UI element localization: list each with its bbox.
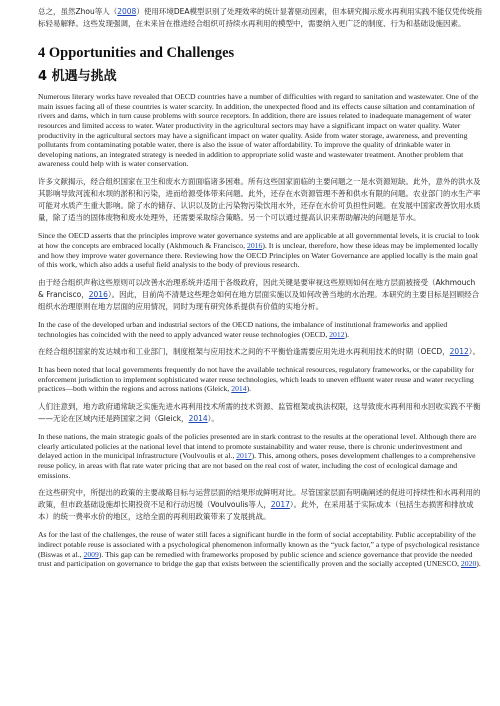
citation-link[interactable]: 2017 xyxy=(236,451,252,461)
intro-paragraph-cn xyxy=(38,6,482,30)
citation-link[interactable]: 2016 xyxy=(88,289,108,299)
paragraph-4-en xyxy=(38,365,482,394)
paragraph-3-en xyxy=(38,320,482,339)
paragraph-1-en: Numerous literary works have revealed that OECD countries have a number of difficulties with regard to sanitation and wastewater. One of the main issues facing all of these countries is water scarcity. In addition, the unexpected flood and its effects cause siltation and contamination of rivers and dams, which in turn cause problems with source receptors. In addition, there are issues related to inadequate management of water resources and limited access to water. Water productivity in the agricultural sectors may have a significant impact on water quality. Water productivity in the agricultural sectors may have a significant impact on water quality. Aside from water storage, awareness, and preventing pollutants from contaminating potable water, there is also the issue of water affordability. To improve the quality of drinkable water in developing nations, an integrated strategy is needed in addition to appropriate solid waste and wastewater treatment. Another problem that awareness could help with is water conservation. xyxy=(38,92,479,169)
text-segment: 在这些研究中，所提出的政策的主要战略目标与运营层面的结果形成鲜明对比。尽管国家层面有明确阐述的促进可持续性和水再利用的政策，但市政基础设施却长期投资不足和行动迟缓（Voulvoulis等人， xyxy=(38,488,481,510)
citation-link[interactable]: 2009 xyxy=(83,549,99,559)
text-segment: It has been noted that local governments frequently do not have the available technical resources, regulatory frameworks, or the capability for enforcement jurisdiction to implement sophisticated water reuse technologies, which leads to uneven effluent water reuse and water recycling practices—both within the regions and across nations (Gleick, xyxy=(38,365,474,394)
paragraph-3-cn xyxy=(38,346,482,358)
citation-link[interactable]: 2017 xyxy=(270,500,290,510)
citation-link[interactable]: 2014 xyxy=(231,384,247,394)
text-segment: ). It is unclear, therefore, how these ideas may be implemented locally and how they improve water governance there. Reviewing how the OECD Principles on Water Governance are applied locally is the main goal of this work, which also adds a useful field analysis to the body of previous research. xyxy=(38,240,479,270)
text-segment: 人们注意到，地方政府通常缺乏实施先进水再利用技术所需的技术资源、监管框架或执法权限，这导致废水再利用和水回收实践不平衡——无论在区域内还是跨国家之间（Gleick， xyxy=(38,402,481,424)
text-segment: ). This gap can be remedied with frameworks proposed by public science and science governance that provide the needed trust and participation on governance to bridge the gap that exists between the scientifically proven and the socially accepted (UNESCO, xyxy=(38,549,473,569)
text-segment: ). This, among others, poses development challenges to a comprehensive reuse policy, in areas with flat rate water pricing that are not based on the real cost of water, including the cost of ecological damage and emissions. xyxy=(38,451,476,480)
text-segment: ）。 xyxy=(468,347,480,357)
text-segment: ）。此外，在采用基于实际成本（包括生态损害和排放成本）的统一费率水价的地区，这给全面的再利用政策带来了发展挑战。 xyxy=(38,500,474,522)
text-segment: As for the last of the challenges, the reuse of water still faces a significant hurdle in the form of social acceptability. Public acceptability of the indirect potable reuse is associated with a psychological phenomenon informally known as the “yuck factor,” a type of psychological resistance (Biswas et al., xyxy=(38,530,480,559)
paragraph-6-en xyxy=(38,530,482,568)
text-segment: ）使用环境DEA模型识别了处理效率的统计显著驱动因素，但本研究揭示废水再利用实践不能仅凭传统指标轻易解释。这些发现强调，在未来旨在推进经合组织可持续水再利用的模型中，需要纳入更广泛的制度、行为和基础设施因素。 xyxy=(38,7,482,29)
text-segment: ). xyxy=(344,329,350,339)
paragraph-5-en xyxy=(38,432,482,480)
text-segment: In the case of the developed urban and industrial sectors of the OECD nations, the imbalance of institutional frameworks and applied technologies has coincided with the need to apply advanced water reuse technologies (OECD, xyxy=(38,319,448,339)
paragraph-2-en xyxy=(38,231,482,269)
paragraph-4-cn xyxy=(38,401,482,425)
text-segment: In these nations, the main strategic goals of the policies presented are in stark contrast to the results at the operational level. Although there are clearly articulated policies at the national level that intend to promote sustainability and water reuse, there is chronic underinvestment and delayed action in the municipal infrastructure (Voulvoulis et al., xyxy=(38,432,477,461)
text-segment: 由于经合组织声称这些原则可以改善水治理系统并适用于各级政府，因此关键是要审视这些原则如何在地方层面被接受（Akhmouch & Francisco， xyxy=(38,277,476,299)
text-segment: ）。因此，目前尚不清楚这些理念如何在地方层面实施以及如何改善当地的水治理。本研究的主要目标是回顾经合组织水治理原则在地方层面的应用情况，同时为现有研究体系提供有价值的实地分析。 xyxy=(38,289,480,311)
citation-link[interactable]: 2012 xyxy=(449,347,469,357)
text-segment: ). xyxy=(476,559,481,569)
paragraph-5-cn xyxy=(38,487,482,523)
citation-link[interactable]: 2014 xyxy=(188,414,208,424)
text-segment: 在经合组织国家的发达城市和工业部门，制度框架与应用技术之间的不平衡恰逢需要应用先进水再利用技术的时期（OECD， xyxy=(38,347,450,357)
citation-link[interactable]: 2016 xyxy=(246,240,263,250)
section-heading-cn: 4 机遇与挑战 xyxy=(38,69,117,85)
text-segment: 总之，虽然Zhou等人（ xyxy=(38,7,118,16)
citation-link[interactable]: 2020 xyxy=(460,559,477,569)
text-segment: ）。 xyxy=(207,414,219,424)
section-heading-en: 4 Opportunities and Challenges xyxy=(38,45,235,62)
text-segment: ). xyxy=(246,384,252,394)
citation-link[interactable]: 2008 xyxy=(117,7,137,16)
paragraph-2-cn xyxy=(38,277,482,313)
text-segment: Since the OECD asserts that the principles improve water governance systems and are applicable at all governmental levels, it is crucial to look at how the concepts are embraced locally (Akhmouch & Francisco, xyxy=(38,231,480,250)
paragraph-1-cn: 许多文献揭示，经合组织国家在卫生和废水方面面临诸多困难。所有这些国家面临的主要问题之一是水资源短缺。此外，意外的洪水及其影响导致河流和水坝的淤积和污染，进而给源受体带来问题。此外，还存在水资源管理不善和供水有限的问题。农业部门的水生产率可能对水质产生重大影响。除了水的储存、认识以及防止污染物污染饮用水外，还存在水价可负担性问题。在发展中国家改善饮用水质量，除了适当的固体废物和废水处理外，还需要采取综合策略。另一个可以通过提高认识来帮助解决的问题是节水。 xyxy=(38,176,481,223)
citation-link[interactable]: 2012 xyxy=(329,329,345,339)
